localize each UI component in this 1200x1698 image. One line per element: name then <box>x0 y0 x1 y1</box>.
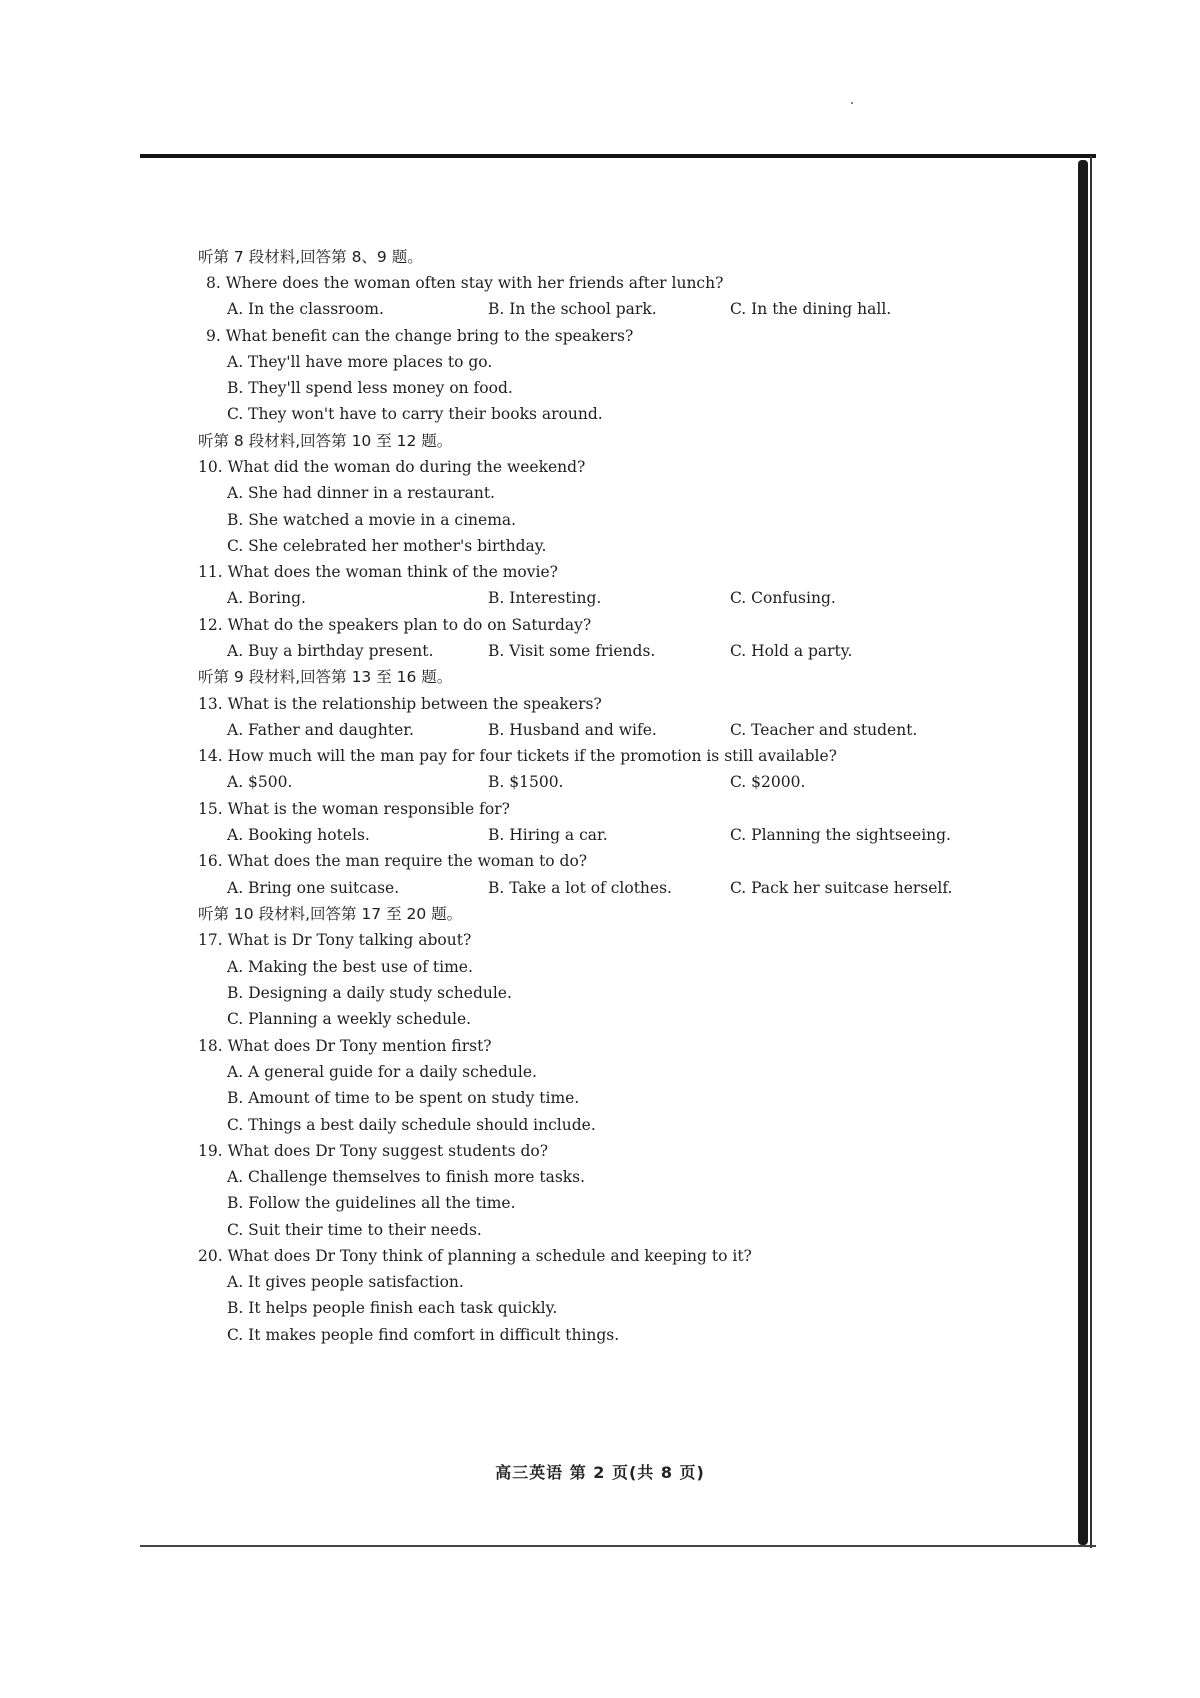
top-border-rule <box>140 154 1096 158</box>
question-10: 10. What did the woman do during the weekend? <box>198 458 586 476</box>
option-14a: A. $500. <box>227 773 293 791</box>
option-19b: B. Follow the guidelines all the time. <box>227 1194 516 1212</box>
section-heading-8: 听第 8 段材料,回答第 10 至 12 题。 <box>198 432 453 450</box>
option-11b: B. Interesting. <box>488 589 602 607</box>
question-13: 13. What is the relationship between the speakers? <box>198 695 602 713</box>
option-10c: C. She celebrated her mother's birthday. <box>227 537 547 555</box>
right-edge-line <box>1090 156 1092 1548</box>
option-20a: A. It gives people satisfaction. <box>227 1273 464 1291</box>
question-17: 17. What is Dr Tony talking about? <box>198 931 472 949</box>
option-11c: C. Confusing. <box>730 589 836 607</box>
option-20c: C. It makes people find comfort in difficult things. <box>227 1326 620 1344</box>
bottom-border-rule <box>140 1545 1096 1547</box>
option-13c: C. Teacher and student. <box>730 721 918 739</box>
option-14b: B. $1500. <box>488 773 564 791</box>
option-9b: B. They'll spend less money on food. <box>227 379 513 397</box>
question-16: 16. What does the man require the woman to do? <box>198 852 588 870</box>
option-13a: A. Father and daughter. <box>227 721 414 739</box>
option-16a: A. Bring one suitcase. <box>227 879 400 897</box>
option-16b: B. Take a lot of clothes. <box>488 879 672 897</box>
option-8c: C. In the dining hall. <box>730 300 892 318</box>
question-12: 12. What do the speakers plan to do on Saturday? <box>198 616 592 634</box>
option-17b: B. Designing a daily study schedule. <box>227 984 512 1002</box>
section-heading-10: 听第 10 段材料,回答第 17 至 20 题。 <box>198 905 463 923</box>
option-8b: B. In the school park. <box>488 300 657 318</box>
option-14c: C. $2000. <box>730 773 806 791</box>
option-9a: A. They'll have more places to go. <box>227 353 493 371</box>
option-18c: C. Things a best daily schedule should include. <box>227 1116 596 1134</box>
question-15: 15. What is the woman responsible for? <box>198 800 510 818</box>
option-8a: A. In the classroom. <box>227 300 384 318</box>
question-9: 9. What benefit can the change bring to the speakers? <box>206 327 634 345</box>
question-11: 11. What does the woman think of the movie? <box>198 563 558 581</box>
option-15a: A. Booking hotels. <box>227 826 370 844</box>
option-18b: B. Amount of time to be spent on study time. <box>227 1089 580 1107</box>
section-heading-9: 听第 9 段材料,回答第 13 至 16 题。 <box>198 668 453 686</box>
option-10b: B. She watched a movie in a cinema. <box>227 511 517 529</box>
question-20: 20. What does Dr Tony think of planning a schedule and keeping to it? <box>198 1247 752 1265</box>
option-17c: C. Planning a weekly schedule. <box>227 1010 472 1028</box>
option-19a: A. Challenge themselves to finish more tasks. <box>227 1168 586 1186</box>
option-15b: B. Hiring a car. <box>488 826 608 844</box>
option-12a: A. Buy a birthday present. <box>227 642 434 660</box>
section-heading-7: 听第 7 段材料,回答第 8、9 题。 <box>198 248 423 266</box>
question-14: 14. How much will the man pay for four tickets if the promotion is still available? <box>198 747 837 765</box>
page-footer: 高三英语 第 2 页(共 8 页) <box>495 1463 705 1482</box>
option-20b: B. It helps people finish each task quickly. <box>227 1299 558 1317</box>
option-17a: A. Making the best use of time. <box>227 958 473 976</box>
option-9c: C. They won't have to carry their books around. <box>227 405 603 423</box>
option-11a: A. Boring. <box>227 589 306 607</box>
option-19c: C. Suit their time to their needs. <box>227 1221 482 1239</box>
question-19: 19. What does Dr Tony suggest students do? <box>198 1142 549 1160</box>
option-10a: A. She had dinner in a restaurant. <box>227 484 495 502</box>
question-8: 8. Where does the woman often stay with her friends after lunch? <box>206 274 724 292</box>
option-15c: C. Planning the sightseeing. <box>730 826 951 844</box>
question-18: 18. What does Dr Tony mention first? <box>198 1037 492 1055</box>
right-edge-shadow <box>1078 160 1088 1545</box>
option-12b: B. Visit some friends. <box>488 642 656 660</box>
option-16c: C. Pack her suitcase herself. <box>730 879 953 897</box>
option-18a: A. A general guide for a daily schedule. <box>227 1063 537 1081</box>
option-12c: C. Hold a party. <box>730 642 853 660</box>
option-13b: B. Husband and wife. <box>488 721 657 739</box>
scan-speck <box>851 102 853 104</box>
